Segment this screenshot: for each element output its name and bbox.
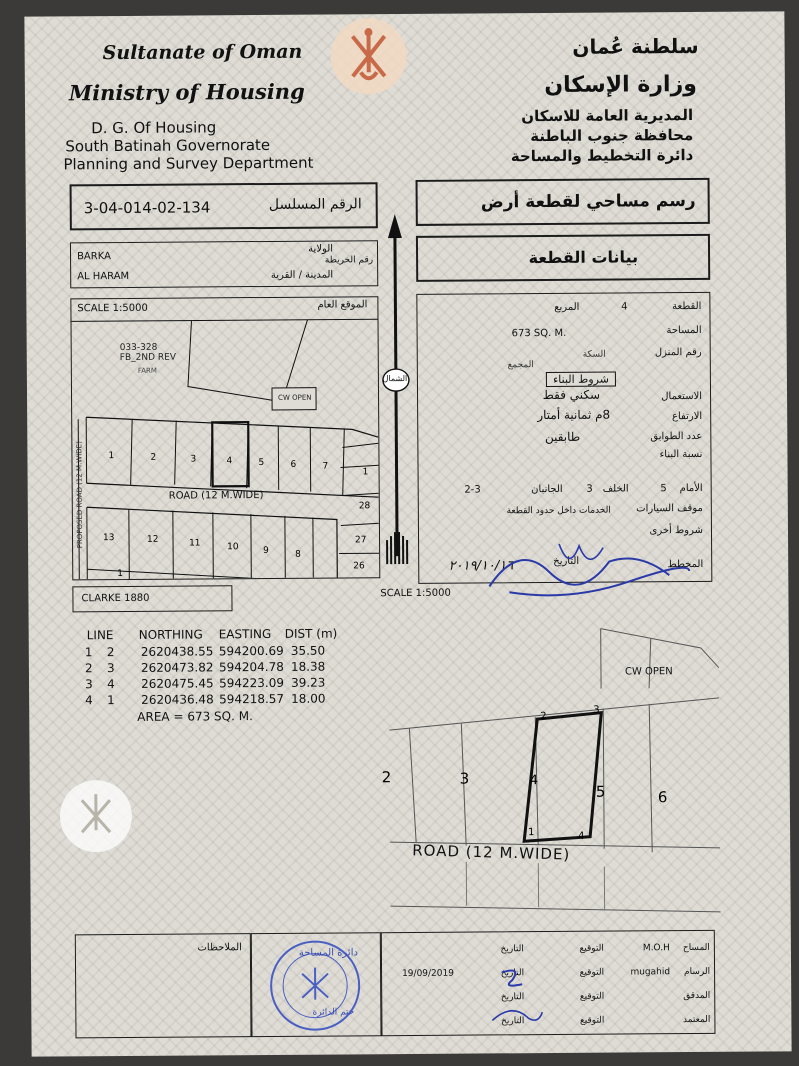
doc-title: رسم مساحي لقطعة أرض [480, 190, 696, 213]
general-map-plot-bottom-9: 9 [263, 545, 269, 557]
coord-from: 1 [84, 645, 93, 660]
signature-date-label: التاريخ [500, 992, 525, 1003]
signature-sig-label: التوقيع [579, 943, 604, 954]
area-total: AREA = 673 SQ. M. [137, 709, 253, 724]
datum-value: CLARKE 1880 [81, 592, 150, 605]
coord-from: 2 [84, 661, 93, 676]
detail-corner-4: 4 [578, 830, 585, 842]
general-map-farm: FARM [137, 366, 157, 375]
general-map-plot-bottom-12: 12 [146, 534, 159, 545]
area-label: المساحة [666, 324, 702, 337]
serial-label: الرقم المسلسل [268, 196, 362, 213]
use-value: سكني فقط [542, 387, 601, 403]
signature-date: 19/09/2019 [402, 968, 454, 980]
serial-value: 3-04-014-02-134 [83, 198, 211, 218]
detail-plot-5: 5 [595, 782, 606, 801]
coord-dist: 35.50 [290, 643, 326, 658]
floors-label: عدد الطوابق [650, 430, 703, 443]
detail-map-cw-open: CW OPEN [624, 666, 673, 678]
planner-label: المخطط [667, 558, 704, 571]
coord-from: 3 [84, 677, 93, 692]
header-en-department: Planning and Survey Department [63, 153, 314, 174]
general-map-plot-bottom-11: 11 [189, 538, 201, 549]
height-value: 8م ثمانية أمتار [537, 407, 611, 423]
coord-northing: 2620436.48 [141, 692, 214, 707]
town-label: المدينة / القرية [270, 269, 334, 281]
header-en-dg: D. G. Of Housing [91, 118, 217, 138]
signature-role: المعتمد [682, 1014, 711, 1026]
coord-northing: 2620438.55 [140, 644, 214, 659]
general-map-plot-side-27: 27 [355, 535, 367, 546]
detail-corner-3: 3 [593, 704, 600, 716]
setback-sides-value: 2-3 [464, 484, 481, 496]
parking-value: الخدمات داخل حدود القطعة [506, 505, 611, 517]
general-map-plot-top-3: 3 [190, 454, 197, 465]
signatures-box [381, 930, 716, 1036]
survey-scale: SCALE 1:5000 [380, 587, 451, 600]
house-no-label: رقم المنزل [654, 346, 702, 359]
general-map-drawing [71, 297, 379, 579]
detail-map-road: ROAD (12 M.WIDE) [412, 841, 571, 864]
general-map-plot-bottom-8: 8 [295, 549, 301, 560]
plot-data-title: بيانات القطعة [528, 247, 639, 268]
town-value: AL HARAM [77, 270, 130, 283]
header-ar-dg: المديرية العامة للاسكان [521, 105, 694, 126]
watermark-emblem [56, 776, 137, 857]
general-map-rev: FB_2ND REV [119, 352, 177, 364]
general-map-proposed-road: PROPOSED ROAD (12 M.WIDE) [75, 441, 85, 549]
stamp-sub: ختم الدائرة [312, 1007, 355, 1018]
signature-date-label: التاريخ [500, 944, 524, 955]
stamp-box [251, 932, 382, 1037]
general-map-plot-top-7: 7 [322, 461, 329, 472]
coord-dist: 39.23 [290, 675, 326, 690]
serial-box [70, 182, 378, 230]
wilayat-value: BARKA [77, 251, 111, 263]
location-box [70, 240, 378, 288]
setback-front-value: 5 [660, 483, 667, 495]
other-conditions-label: شروط أخرى [649, 524, 704, 537]
general-map-ref: 033-328 [119, 342, 158, 354]
detail-corner-1: 1 [528, 827, 535, 839]
notes-label: الملاحظات [197, 942, 242, 954]
general-map-plot-top-6: 6 [290, 459, 297, 470]
height-label: الارتفاع [671, 410, 703, 423]
general-map-title: الموقع العام [317, 299, 368, 311]
oman-emblem [322, 14, 415, 97]
general-map-scale: SCALE 1:5000 [77, 302, 148, 315]
signature-role: المساح [682, 942, 710, 954]
signature-sig-label: التوقيع [579, 967, 605, 978]
signature-sig-label: التوقيع [579, 991, 605, 1002]
detail-plot-6: 6 [657, 788, 668, 807]
general-map-plot-side-28: 28 [358, 501, 371, 512]
wilayat-label: الولاية [308, 243, 334, 255]
detail-plot-4: 4 [529, 773, 539, 789]
signature-role: الرسام [683, 966, 711, 978]
survey-sheet [24, 11, 791, 1056]
plot-label: القطعة [672, 300, 702, 313]
signature-name: mugahid [630, 967, 671, 978]
general-map-road: ROAD (12 M.WIDE) [168, 490, 264, 502]
general-map-plot-top-4: 4 [226, 456, 233, 467]
general-map-plot-top-2: 2 [150, 452, 157, 463]
detail-plot-3: 3 [459, 769, 470, 788]
col-easting: EASTING [218, 626, 272, 642]
header-ar-ministry: وزارة الإسكان [544, 71, 697, 99]
coord-northing: 2620475.45 [140, 676, 214, 691]
header-en-ministry: Ministry of Housing [68, 78, 305, 106]
general-map-plot-top-5: 5 [258, 458, 265, 469]
coord-to: 1 [107, 693, 115, 708]
coord-to: 2 [106, 645, 115, 660]
setback-front-label: الأمام [679, 482, 703, 495]
sikka-label: السكة [582, 349, 606, 360]
coord-to: 4 [106, 677, 115, 692]
col-dist: DIST (m) [284, 626, 338, 641]
setback-back-value: 3 [586, 483, 593, 495]
building-conditions-label: شروط البناء [546, 372, 616, 387]
general-map-plot-bottom-13: 13 [102, 533, 115, 544]
coord-easting: 594204.78 [218, 659, 284, 675]
header-ar-sultanate: سلطنة عُمان [572, 33, 699, 59]
coord-to: 3 [106, 661, 115, 676]
plot-info-box [416, 292, 712, 584]
general-map-plot-bottom-10: 10 [227, 542, 239, 553]
coord-easting: 594218.57 [219, 691, 285, 707]
signature-date-label: التاريخ [500, 1016, 525, 1027]
general-map-plot-top-1: 1 [108, 451, 115, 462]
datum-box [72, 585, 232, 612]
general-map-plot-corner-1: 1 [117, 568, 124, 580]
setback-sides-label: الجانبان [531, 483, 563, 496]
date-value: ٢٠١٩/١٠/١٦ [448, 558, 514, 574]
use-label: الاستعمال [661, 390, 703, 403]
header-en-governorate: South Batinah Governorate [65, 135, 271, 156]
general-map-plot-side-1: 1 [362, 467, 369, 478]
coordinate-table [79, 626, 370, 724]
planner-signature [479, 531, 699, 605]
stamp-text: دائرة المساحة [298, 947, 358, 959]
coord-northing: 2620473.82 [140, 660, 214, 675]
notes-box [75, 933, 252, 1038]
header-ar-governorate: محافظة جنوب الباطنة [530, 125, 694, 146]
complex-label: المجمع [507, 360, 534, 371]
setback-back-label: الخلف [602, 483, 629, 495]
coord-easting: 594200.69 [218, 643, 284, 659]
signature-name: M.O.H [642, 943, 670, 954]
coord-from: 4 [85, 693, 93, 708]
plot-data-title-box [416, 234, 710, 282]
header-ar-department: دائرة التخطيط والمساحة [510, 145, 694, 166]
coord-dist: 18.38 [290, 659, 326, 674]
detail-plot-2: 2 [381, 768, 392, 787]
block-label: المربع [554, 301, 580, 313]
signature-sig-label: التوقيع [579, 1015, 605, 1026]
block-value: 4 [621, 301, 628, 313]
detail-map [369, 608, 721, 940]
signature-role: المدقق [683, 990, 711, 1002]
floors-value: طابقين [544, 429, 581, 445]
area-value: 673 SQ. M. [511, 327, 567, 340]
map-no-label: رقم الخريطة [324, 255, 374, 266]
north-label: الشمال [382, 374, 408, 384]
date-label: التاريخ [553, 555, 580, 567]
general-map-cw-open: CW OPEN [278, 393, 312, 402]
col-line: LINE [86, 628, 114, 643]
coord-easting: 594223.09 [218, 675, 284, 691]
coord-dist: 18.00 [291, 691, 326, 706]
col-northing: NORTHING [138, 627, 203, 642]
parking-label: موقف السيارات [636, 502, 703, 515]
general-map-plot-side-26: 26 [353, 561, 365, 572]
detail-corner-2: 2 [540, 711, 547, 723]
ratio-label: نسبة البناء [659, 448, 703, 461]
general-location-map [70, 296, 380, 580]
signature-date-label: التاريخ [500, 968, 525, 979]
signature-scribbles [482, 962, 552, 1032]
header-en-sultanate: Sultanate of Oman [102, 40, 303, 65]
doc-title-box [416, 178, 710, 226]
